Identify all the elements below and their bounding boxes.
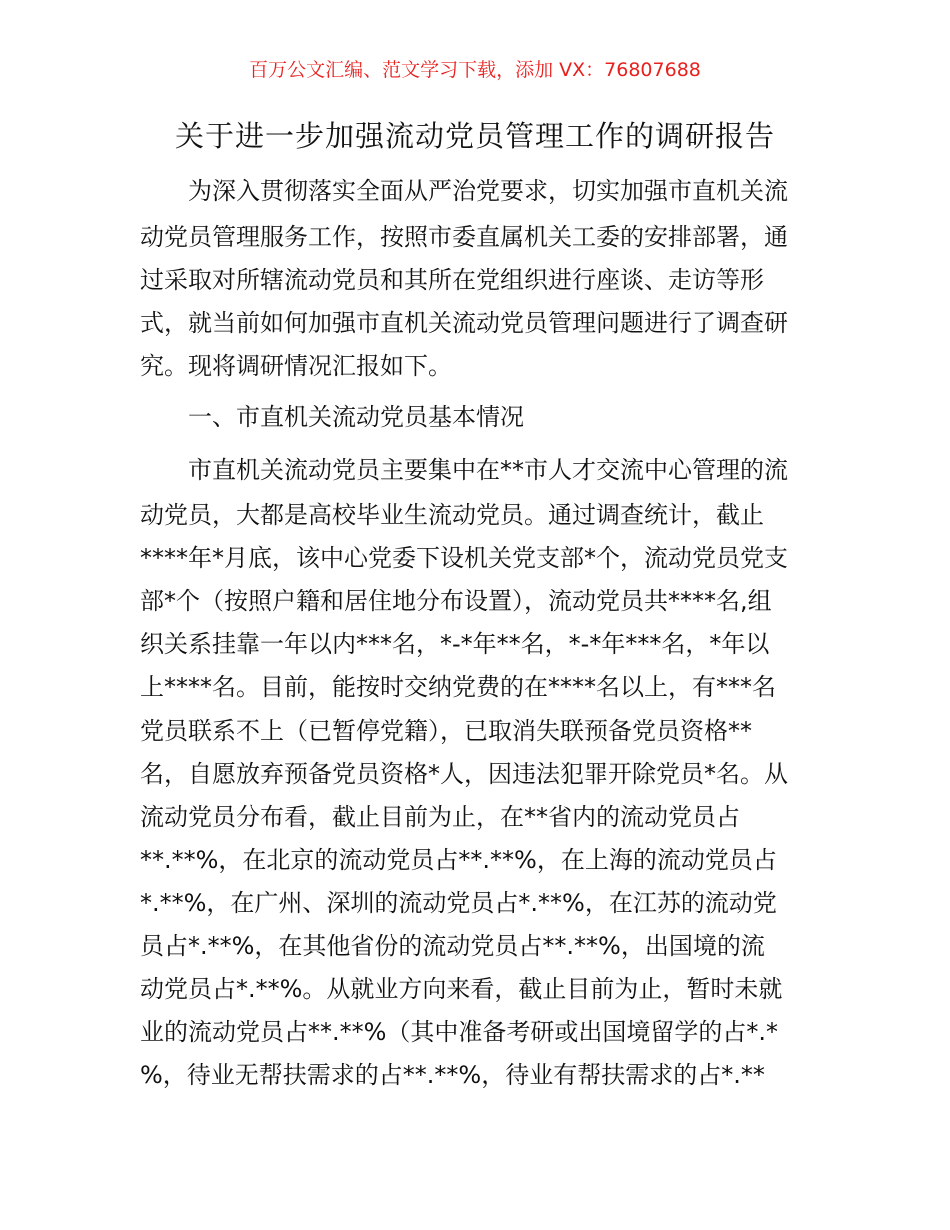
body-line: 为深入贯彻落实全面从严治党要求，切实加强市直机关流 (188, 177, 788, 205)
header-watermark-text: 百万公文汇编、范文学习下载，添加 VX：76807688 (249, 59, 701, 81)
body-line: 市直机关流动党员主要集中在**市人才交流中心管理的流 (188, 456, 788, 484)
body-line: 党员联系不上（已暂停党籍），已取消失联预备党员资格** (140, 717, 752, 745)
document-title: 关于进一步加强流动党员管理工作的调研报告 (174, 119, 775, 153)
body-line: 究。现将调研情况汇报如下。 (140, 352, 452, 380)
body-line: 业的流动党员占**.**%（其中准备考研或出国境留学的占*.* (140, 1018, 779, 1046)
body-line: 动党员，大都是高校毕业生流动党员。通过调查统计，截止 (140, 501, 764, 529)
body-line: 织关系挂靠一年以内***名，*-*年**名，*-*年***名，*年以 (140, 630, 770, 658)
body-line: 流动党员分布看，截止目前为止，在**省内的流动党员占 (140, 803, 740, 831)
body-line: 名，自愿放弃预备党员资格*人，因违法犯罪开除党员*名。从 (140, 760, 788, 788)
body-line: 动党员管理服务工作，按照市委直属机关工委的安排部署，通 (140, 223, 788, 251)
body-line: 部*个（按照户籍和居住地分布设置），流动党员共****名,组 (140, 587, 772, 615)
body-line: 式，就当前如何加强市直机关流动党员管理问题进行了调查研 (140, 309, 788, 337)
body-line: *.**%，在广州、深圳的流动党员占*.**%，在江苏的流动党 (140, 889, 777, 917)
body-line: 过采取对所辖流动党员和其所在党组织进行座谈、走访等形 (140, 266, 764, 294)
section-heading: 一、市直机关流动党员基本情况 (188, 403, 524, 431)
body-line: ****年*月底，该中心党委下设机关党支部*个，流动党员党支 (140, 544, 788, 572)
body-line: 动党员占*.**%。从就业方向来看，截止目前为止，暂时未就 (140, 975, 783, 1003)
body-line: 上****名。目前，能按时交纳党费的在****名以上，有***名 (140, 673, 776, 701)
body-line: %，待业无帮扶需求的占**.**%，待业有帮扶需求的占*.** (140, 1061, 765, 1089)
body-line: 员占*.**%，在其他省份的流动党员占**.**%，出国境的流 (140, 932, 765, 960)
body-line: **.**%，在北京的流动党员占**.**%，在上海的流动党员占 (140, 846, 777, 874)
